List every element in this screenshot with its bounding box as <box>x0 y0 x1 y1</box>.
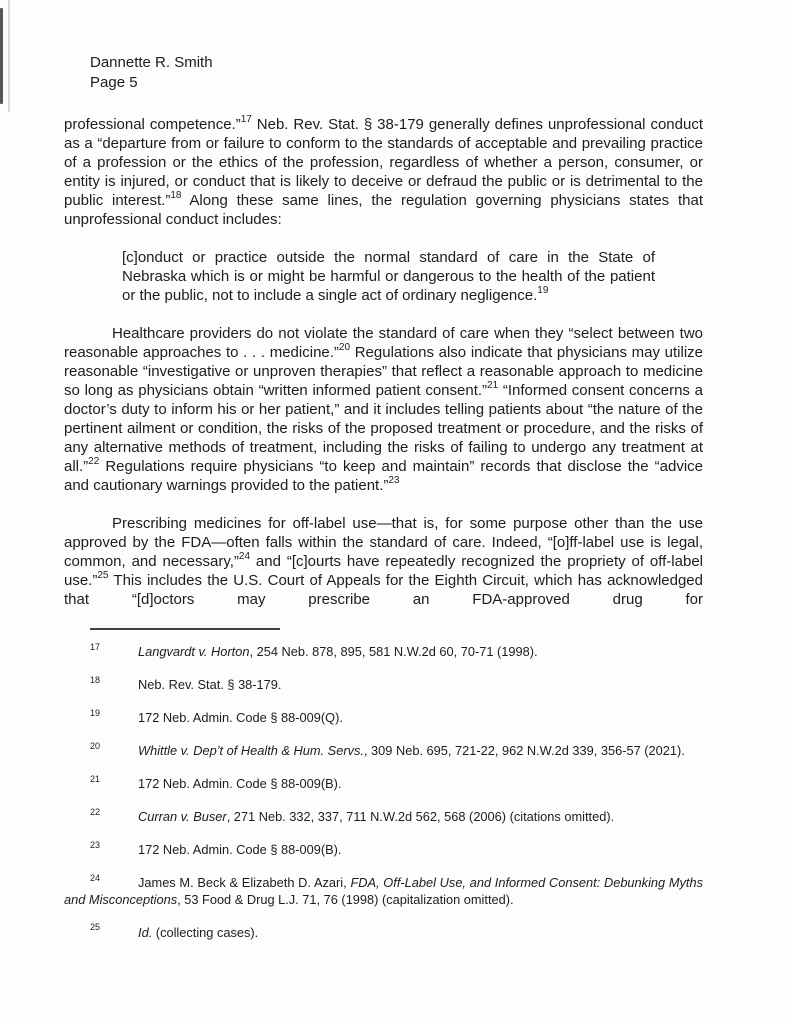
letter-body <box>64 115 703 609</box>
footnote-24 <box>64 872 703 908</box>
footnote-21 <box>64 773 703 793</box>
text-run: This includes the U.S. Court of Appeals for the Eighth Circuit, which has acknowledged that “[d]octors may prescribe an FDA-approved drug for <box>64 572 703 608</box>
footnote-19 <box>64 707 703 727</box>
footnote-ref: 23 <box>388 474 400 486</box>
letter-header <box>90 53 703 93</box>
footnote-25 <box>64 922 703 942</box>
footnote-number: 23 <box>90 839 101 850</box>
text-run: 172 Neb. Admin. Code § 88-009(Q). <box>138 710 343 725</box>
footnote-22 <box>64 806 703 826</box>
text-run: , 309 Neb. 695, 721-22, 962 N.W.2d 339, 356-57 (2021). <box>363 743 685 758</box>
paragraph-professional-competence <box>64 115 703 229</box>
regulation-block-quote <box>122 248 655 305</box>
footnote-23 <box>64 839 703 859</box>
page-number: Page 5 <box>90 74 138 91</box>
text-run: Neb. Rev. Stat. § 38-179. <box>138 677 282 692</box>
text-run: Along these same lines, the regulation governing physicians states that unprofessional conduct includes: <box>64 192 703 228</box>
footnote-ref: 17 <box>240 113 252 125</box>
italic-text-run: Id. <box>138 924 153 940</box>
footnote-ref: 25 <box>97 569 109 581</box>
text-run: Prescribing medicines for off-label use—that is, for some purpose other than the use approved by the FDA—often falls within the standard of care. Indeed, “[o]ff-label use is legal, common, and necessary,” <box>64 515 703 570</box>
text-run: James M. Beck & Elizabeth D. Azari, <box>138 875 351 890</box>
text-run: and “[c]ourts have repeatedly recognized the propriety of off-label use.” <box>64 553 703 589</box>
scan-artifact-dark-line <box>0 8 3 104</box>
text-run: Neb. Rev. Stat. § 38-179 generally defines unprofessional conduct as a “departure from or failure to conform to the standards of acceptable and prevailing practice of a profession or the ethics of the profession, regardless of whether a person, consumer, or entity is injured, or conduct that is likely to deceive or defraud the public or is detrimental to the public interest.” <box>64 116 703 209</box>
footnote-20 <box>64 740 703 760</box>
text-run: “Informed consent concerns a doctor’s duty to inform his or her patient,” and it includes telling patients about “the nature of the pertinent ailment or condition, the risks of the proposed treatment or procedure, and the risks of any alternative methods of treatment, including the risks of failing to undergo any treatment at all.” <box>64 382 703 475</box>
italic-text-run: Whittle v. Dep’t of Health & Hum. Servs. <box>138 743 364 758</box>
footnote-number: 24 <box>90 872 101 883</box>
footnote-number: 18 <box>90 674 101 685</box>
text-run: (collecting cases). <box>152 924 259 940</box>
italic-text-run: FDA, Off-Label Use, and Informed Consent: Debunking Myths and Misconceptions <box>64 875 703 907</box>
text-run: , 271 Neb. 332, 337, 711 N.W.2d 562, 568 (2006) (citations omitted). <box>226 809 615 824</box>
footnote-18 <box>64 674 703 694</box>
footnote-number: 25 <box>90 922 101 933</box>
footnote-ref: 20 <box>338 341 351 353</box>
footnote-ref: 18 <box>170 189 182 201</box>
footnote-17 <box>64 641 703 661</box>
footnote-ref: 24 <box>238 550 251 562</box>
footnote-number: 22 <box>90 806 101 817</box>
italic-text-run: Langvardt v. Horton <box>138 644 250 659</box>
text-run: Healthcare providers do not violate the standard of care when they “select between two reasonable approaches to . . . medicine.” <box>64 325 703 361</box>
text-run: , 53 Food & Drug L.J. 71, 76 (1998) (capitalization omitted). <box>177 891 514 907</box>
footnote-ref: 21 <box>487 379 499 391</box>
footnote-number: 20 <box>90 740 101 751</box>
footnote-separator-rule <box>90 628 280 630</box>
footnote-number: 21 <box>90 773 101 784</box>
footnote-number: 17 <box>90 641 101 652</box>
text-run: 172 Neb. Admin. Code § 88-009(B). <box>138 776 342 791</box>
text-run: Regulations also indicate that physicians may utilize reasonable “investigative or unproven therapies” that reflect a reasonable approach to medicine so long as physicians obtain “written informed patient consent.” <box>64 344 703 399</box>
footnote-ref: 19 <box>537 284 549 296</box>
paragraph-standard-of-care <box>64 324 703 495</box>
recipient-name: Dannette R. Smith <box>90 54 213 71</box>
text-run: [c]onduct or practice outside the normal standard of care in the State of Nebraska which is or might be harmful or dangerous to the health of the patient or the public, not to include a single act of ordinary negligence. <box>122 249 655 304</box>
text-run: 172 Neb. Admin. Code § 88-009(B). <box>138 842 342 857</box>
text-run: professional competence.” <box>64 116 241 133</box>
paragraph-off-label-use <box>64 514 703 609</box>
text-run: , 254 Neb. 878, 895, 581 N.W.2d 60, 70-71 (1998). <box>249 644 538 659</box>
text-run: Regulations require physicians “to keep and maintain” records that disclose the “advice and cautionary warnings provided to the patient.” <box>64 458 703 494</box>
scan-artifact-faint-line <box>8 0 10 112</box>
footnote-number: 19 <box>90 707 101 718</box>
italic-text-run: Curran v. Buser <box>138 809 227 824</box>
footnote-ref: 22 <box>88 455 100 467</box>
footnotes-section <box>64 628 703 941</box>
